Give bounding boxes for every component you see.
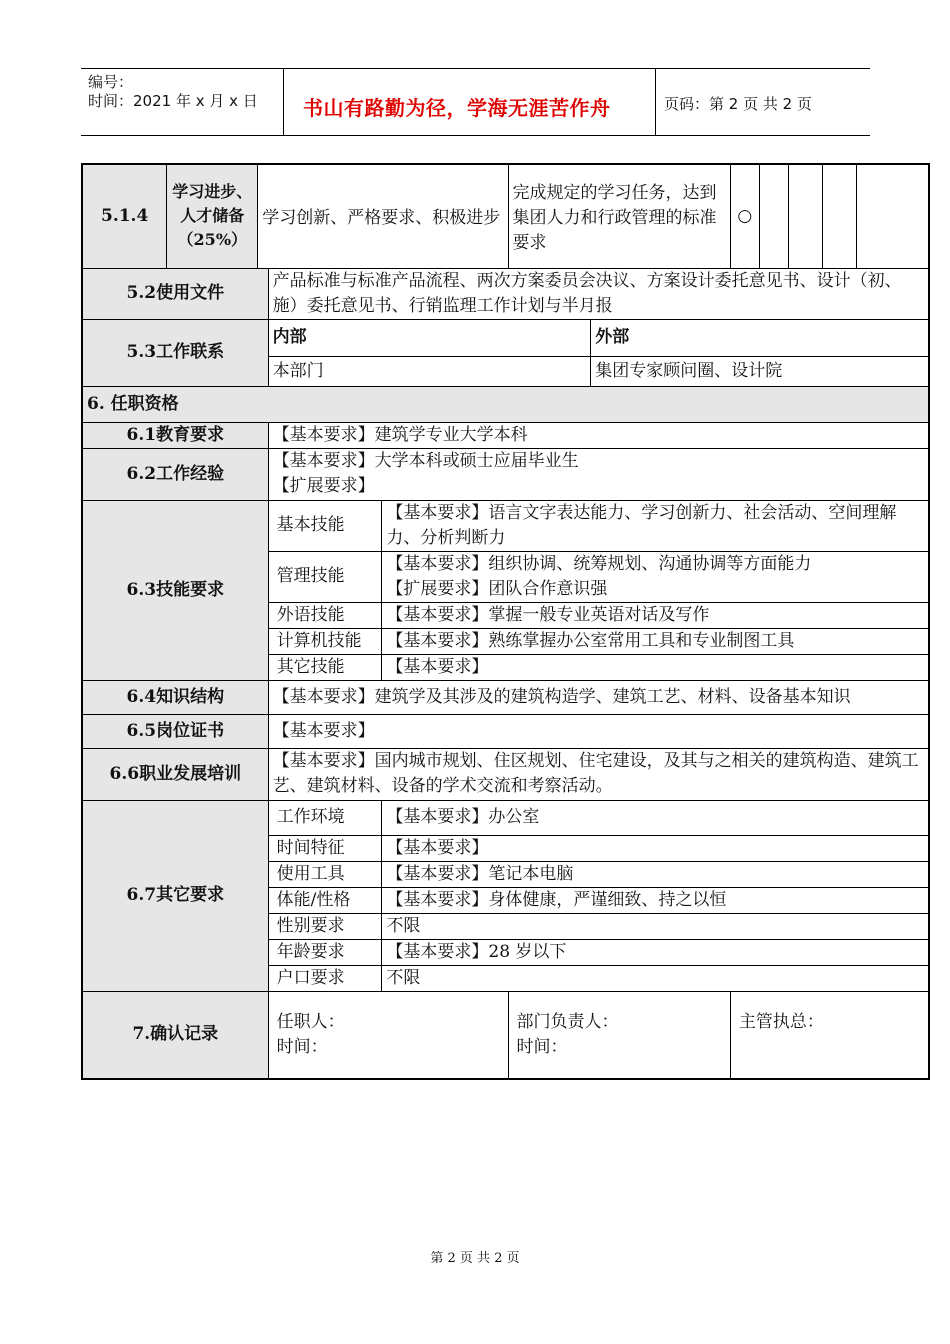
row-section-6	[82, 386, 929, 422]
row-name: 学习进步、人才储备（25%）	[167, 164, 258, 268]
exp-value	[268, 448, 929, 500]
row-5-1-4	[82, 164, 929, 268]
skill-value-basic: 【基本要求】组织协调、统筹规划、沟通协调等方面能力	[386, 553, 812, 574]
contact-external: 集团专家顾问圈、设计院	[591, 356, 929, 386]
training-label: 6.6职业发展培训	[82, 748, 268, 800]
knowledge-label: 6.4知识结构	[82, 680, 268, 714]
other-name: 户口要求	[268, 965, 382, 991]
header-divider-left	[283, 68, 284, 135]
section-6-title: 6. 任职资格	[82, 386, 929, 422]
other-value: 【基本要求】	[382, 835, 929, 861]
job-description-table	[81, 163, 930, 1080]
row-code: 5.1.4	[82, 164, 167, 268]
contact-external-heading: 外部	[591, 319, 929, 356]
row-content	[258, 164, 508, 268]
docs-value: 产品标准与标准产品流程、两次方案委员会决议、方案设计委托意见书、设计（初、施）委托意见书、行销监理工作计划与半月报	[268, 268, 929, 319]
skill-name: 其它技能	[268, 654, 382, 680]
other-value: 不限	[382, 913, 929, 939]
score-cell-2	[759, 164, 788, 268]
contact-internal: 本部门	[268, 356, 591, 386]
skill-value: 【基本要求】熟练掌握办公室常用工具和专业制图工具	[382, 628, 929, 654]
skill-name: 管理技能	[268, 551, 382, 602]
skill-value	[382, 551, 929, 602]
page-footer: 第 2 页 共 2 页	[430, 1251, 520, 1266]
score-cell-1	[730, 164, 759, 268]
dept-time: 时间：	[516, 1036, 568, 1057]
skill-name: 计算机技能	[268, 628, 382, 654]
row-6-6	[82, 748, 929, 800]
dept-label: 部门负责人：	[516, 1011, 619, 1032]
confirm-dept	[508, 991, 730, 1079]
skill-value: 【基本要求】语言文字表达能力、学习创新力、社会活动、空间理解力、分析判断力	[382, 500, 929, 551]
other-name: 性别要求	[268, 913, 382, 939]
exp-basic: 【基本要求】大学本科或硕士应届毕业生	[272, 451, 579, 471]
holder-label: 任职人：	[276, 1011, 345, 1032]
page-info: 页码：第 2 页 共 2 页	[664, 95, 812, 113]
score-cell-4	[822, 164, 856, 268]
row-6-3-basic	[82, 500, 929, 551]
circle-mark-icon: ○	[737, 205, 753, 226]
row-5-2	[82, 268, 929, 319]
cert-label: 6.5岗位证书	[82, 714, 268, 748]
other-value: 【基本要求】28 岁以下	[382, 939, 929, 965]
header-motto: 书山有路勤为径，学海无涯苦作舟	[303, 96, 611, 120]
other-value: 【基本要求】办公室	[382, 800, 929, 835]
exp-label: 6.2工作经验	[82, 448, 268, 500]
row-content-text: 学习创新、严格要求、积极进步	[262, 207, 501, 228]
date-label: 时间：2021 年 x 月 x 日	[88, 92, 258, 110]
confirm-holder	[268, 991, 508, 1079]
row-5-3-header	[82, 319, 929, 356]
cert-value: 【基本要求】	[268, 714, 929, 748]
skills-label: 6.3技能要求	[82, 500, 268, 680]
skill-value: 【基本要求】掌握一般专业英语对话及写作	[382, 602, 929, 628]
skill-name: 基本技能	[268, 500, 382, 551]
holder-time: 时间：	[276, 1036, 328, 1057]
confirm-label: 7.确认记录	[82, 991, 268, 1079]
row-6-1	[82, 422, 929, 448]
training-value: 【基本要求】国内城市规划、住区规划、住宅建设，及其与之相关的建筑构造、建筑工艺、建筑材料、设备的学术交流和考察活动。	[268, 748, 929, 800]
contact-internal-heading: 内部	[268, 319, 591, 356]
other-name: 年龄要求	[268, 939, 382, 965]
header-divider-right	[655, 68, 656, 135]
exp-extended: 【扩展要求】	[272, 476, 375, 496]
row-7	[82, 991, 929, 1079]
skill-value-extended: 【扩展要求】团队合作意识强	[386, 578, 608, 599]
docs-label: 5.2使用文件	[82, 268, 268, 319]
skill-name: 外语技能	[268, 602, 382, 628]
other-name: 使用工具	[268, 861, 382, 887]
exec-label: 主管执总：	[738, 1011, 824, 1032]
other-value: 不限	[382, 965, 929, 991]
header-bottom-rule	[81, 135, 870, 136]
row-6-5	[82, 714, 929, 748]
row-6-7-env	[82, 800, 929, 835]
edu-value: 【基本要求】建筑学专业大学本科	[268, 422, 929, 448]
score-cell-3	[788, 164, 822, 268]
skill-value: 【基本要求】	[382, 654, 929, 680]
row-standard	[508, 164, 730, 268]
other-value: 【基本要求】笔记本电脑	[382, 861, 929, 887]
serial-label: 编号：	[88, 73, 134, 91]
other-value: 【基本要求】身体健康，严谨细致、持之以恒	[382, 887, 929, 913]
header-top-rule	[81, 68, 870, 69]
other-label: 6.7其它要求	[82, 800, 268, 991]
row-6-4	[82, 680, 929, 714]
score-cell-5	[857, 164, 929, 268]
other-name: 体能/性格	[268, 887, 382, 913]
row-6-2	[82, 448, 929, 500]
confirm-exec	[730, 991, 929, 1079]
row-standard-text: 完成规定的学习任务，达到集团人力和行政管理的标准要求	[512, 182, 717, 253]
contact-label: 5.3工作联系	[82, 319, 268, 386]
knowledge-value: 【基本要求】建筑学及其涉及的建筑构造学、建筑工艺、材料、设备基本知识	[268, 680, 929, 714]
other-name: 工作环境	[268, 800, 382, 835]
other-name: 时间特征	[268, 835, 382, 861]
edu-label: 6.1教育要求	[82, 422, 268, 448]
